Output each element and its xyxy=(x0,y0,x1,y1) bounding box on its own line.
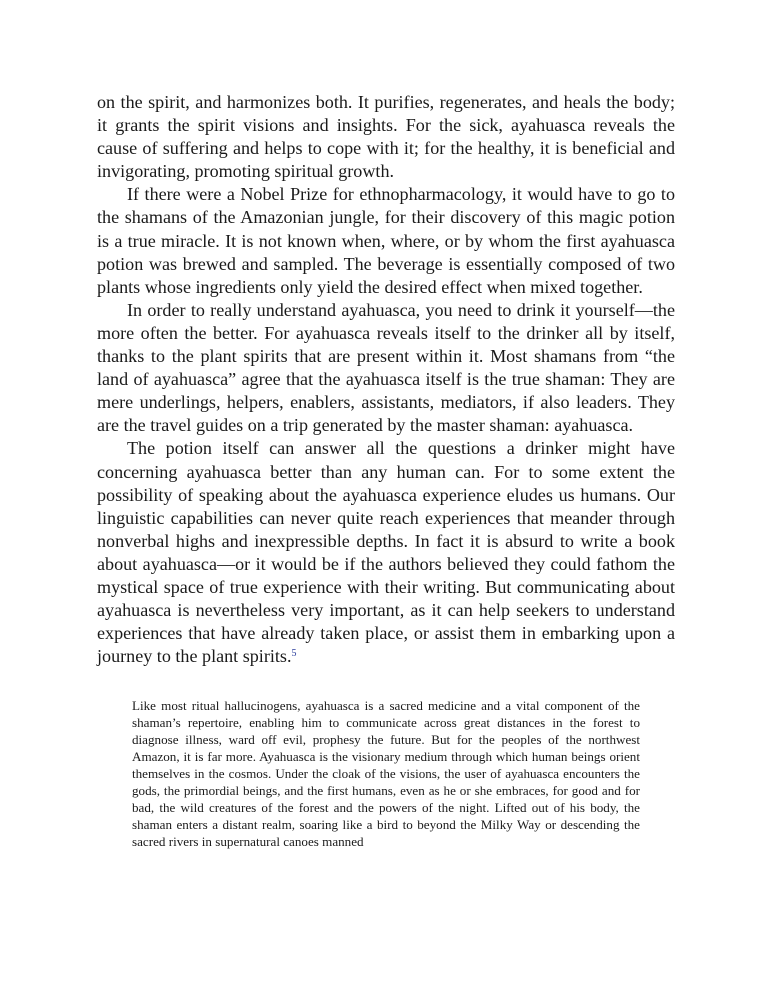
block-quotation-text: Like most ritual hallucinogens, ayahuasca is a sacred medicine and a vital component of the shaman’s repertoire, enabling him to communicate across great distances in the forest to diagnose illness, ward off evil, prophesy the future. But for the peoples of the northwest Amazon, it is far more. Ayahuasca is the visionary medium through which human beings orient themselves in the cosmos. Under the cloak of the visions, the user of ayahuasca encounters the gods, the primordial beings, and the first humans, even as he or she embraces, for good and for bad, the wild creatures of the forest and the powers of the night. Lifted out of his body, the shaman enters a distant realm, soaring like a bird to beyond the Milky Way or descending the sacred rivers in supernatural canoes manned xyxy=(132,698,640,849)
block-quotation xyxy=(132,698,640,850)
paragraph-potion-answers-text: The potion itself can answer all the questions a drinker might have concerning ayahuasca better than any human can. For to some extent the possibility of speaking about the ayahuasca experience eludes us humans. Our linguistic capabilities can never quite reach experiences that meander through nonverbal highs and inexpressible depths. In fact it is absurd to write a book about ayahuasca—or it would be if the authors believed they could fathom the mystical space of true experience with their writing. But communicating about ayahuasca is nevertheless very important, as it can help seekers to understand experiences that have already taken place, or assist them in embarking upon a journey to the plant spirits. xyxy=(97,438,675,667)
paragraph-nobel-prize: If there were a Nobel Prize for ethnopharmacology, it would have to go to the shamans of the Amazonian jungle, for their discovery of this magic potion is a true miracle. It is not known when, where, or by whom the first ayahuasca potion was brewed and sampled. The beverage is essentially composed of two plants whose ingredients only yield the desired effect when mixed together. xyxy=(97,184,675,297)
paragraph-continuation: on the spirit, and harmonizes both. It purifies, regenerates, and heals the body; it grants the spirit visions and insights. For the sick, ayahuasca reveals the cause of suffering and helps to cope with it; for the healthy, it is beneficial and invigorating, promoting spiritual growth. xyxy=(97,92,675,182)
paragraph-potion-answers xyxy=(97,437,675,668)
book-page xyxy=(97,91,675,851)
footnote-reference-link[interactable]: 5 xyxy=(291,648,297,660)
body-text xyxy=(97,91,675,668)
paragraph-understanding: In order to really understand ayahuasca, you need to drink it yourself—the more often the better. For ayahuasca reveals itself to the drinker all by itself, thanks to the plant spirits that are present within it. Most shamans from “the land of ayahuasca” agree that the ayahuasca itself is the true shaman: They are mere underlings, helpers, enablers, assistants, mediators, if also leaders. They are the travel guides on a trip generated by the master shaman: ayahuasca. xyxy=(97,299,675,436)
